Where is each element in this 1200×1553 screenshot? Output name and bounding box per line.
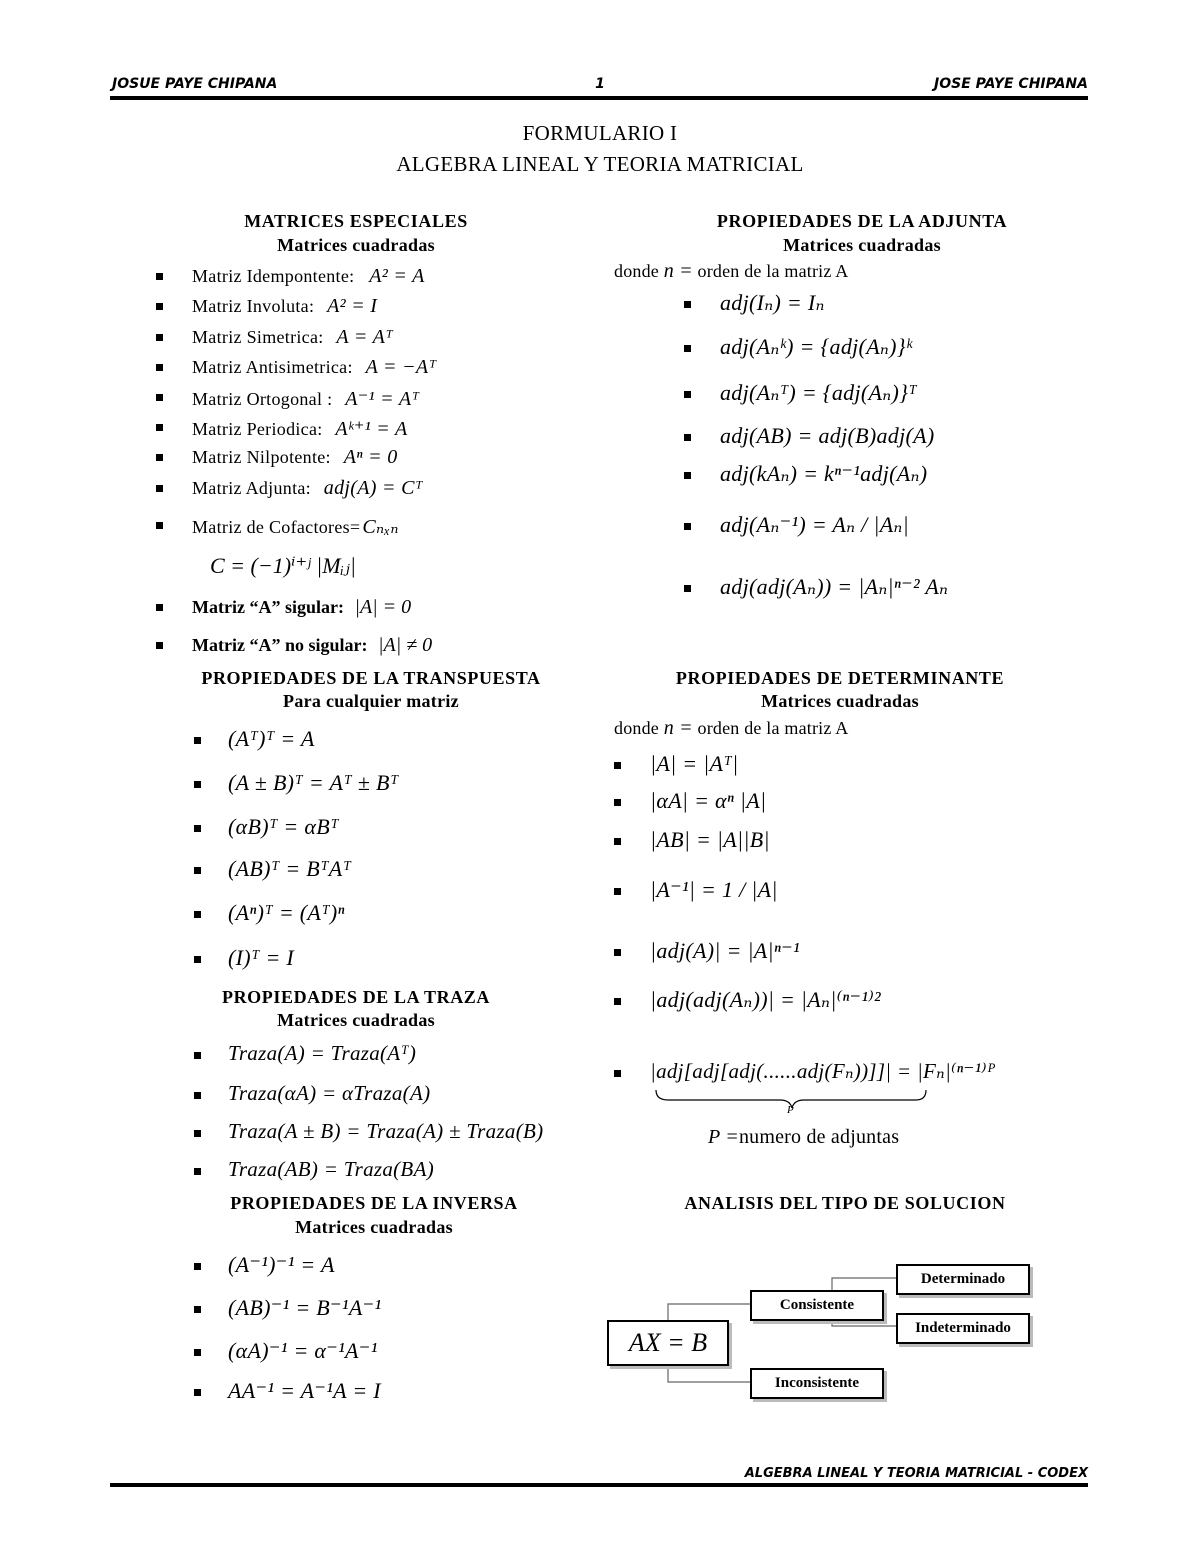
item-formula: Aⁿ = 0 xyxy=(343,446,398,468)
item-formula: A = Aᵀ xyxy=(336,326,394,348)
item-formula: Traza(αA) = αTraza(A) xyxy=(228,1081,431,1105)
section-heading: ANALISIS DEL TIPO DE SOLUCION xyxy=(684,1193,1006,1213)
item-formula: (AB)⁻¹ = B⁻¹A⁻¹ xyxy=(228,1295,382,1320)
item-formula: adj(A) = Cᵀ xyxy=(323,477,423,499)
item-formula: Traza(A) = Traza(Aᵀ) xyxy=(228,1041,417,1065)
item-formula: (αB)ᵀ = αBᵀ xyxy=(228,814,339,839)
item-formula: (αA)⁻¹ = α⁻¹A⁻¹ xyxy=(228,1338,378,1363)
underbrace-label: P xyxy=(787,1104,794,1116)
section-subheading: Para cualquier matriz xyxy=(283,691,459,711)
item-formula: adj(AB) = adj(B)adj(A) xyxy=(720,423,935,448)
item-label: Matriz Adjunta: xyxy=(192,478,311,498)
section-heading: MATRICES ESPECIALES xyxy=(244,211,468,231)
note-formula: n = xyxy=(663,717,693,739)
item-label: Matriz Periodica: xyxy=(192,419,323,439)
item-formula: (AB)ᵀ = BᵀAᵀ xyxy=(228,856,352,881)
item-formula: A² = I xyxy=(327,295,378,317)
item-formula: Aᵏ⁺¹ = A xyxy=(335,418,408,440)
item-label: Matriz Antisimetrica: xyxy=(192,357,353,377)
note-prefix: donde xyxy=(614,718,659,738)
item-formula: A = −Aᵀ xyxy=(365,356,437,378)
singular-formula: |A| = 0 xyxy=(354,596,412,618)
item-formula: adj(Aₙ⁻¹) = Aₙ / |Aₙ| xyxy=(720,512,909,537)
section-heading: PROPIEDADES DE LA TRAZA xyxy=(221,987,490,1007)
section-subheading: Matrices cuadradas xyxy=(761,691,919,711)
item-formula: (Aⁿ)ᵀ = (Aᵀ)ⁿ xyxy=(228,900,345,925)
item-formula: (A ± B)ᵀ = Aᵀ ± Bᵀ xyxy=(228,770,399,795)
nosingular-label: Matriz “A” no sigular: xyxy=(192,635,368,655)
section-subheading: Matrices cuadradas xyxy=(295,1217,453,1237)
page-title: FORMULARIO I xyxy=(522,121,678,145)
page-number: 1 xyxy=(595,76,605,92)
footer-rule xyxy=(110,1483,1088,1487)
consistente-box: Consistente xyxy=(750,1290,884,1321)
system-equation-box: AX = B xyxy=(607,1320,729,1366)
note-formula: n = xyxy=(663,260,693,282)
singular-label: Matriz “A” sigular: xyxy=(192,597,344,617)
item-formula: adj(Aₙᵏ) = {adj(Aₙ)}ᵏ xyxy=(720,334,913,359)
item-formula: (A⁻¹)⁻¹ = A xyxy=(228,1252,335,1277)
determinado-box: Determinado xyxy=(896,1264,1030,1295)
item-label: Matriz Involuta: xyxy=(192,296,315,316)
item-formula: Traza(A ± B) = Traza(A) ± Traza(B) xyxy=(228,1119,544,1143)
item-formula: adj(adj(Aₙ)) = |Aₙ|ⁿ⁻² Aₙ xyxy=(720,574,949,599)
item-formula: (Aᵀ)ᵀ = A xyxy=(228,726,315,751)
item-formula: Cₙₓₙ xyxy=(362,516,399,538)
section-heading: PROPIEDADES DE LA ADJUNTA xyxy=(716,211,1008,231)
section-heading: PROPIEDADES DE DETERMINANTE xyxy=(675,668,1005,688)
item-formula: |adj(adj(Aₙ))| = |Aₙ|⁽ⁿ⁻¹⁾² xyxy=(650,987,881,1012)
page-footer: ALGEBRA LINEAL Y TEORIA MATRICIAL - CODEX xyxy=(744,1466,1088,1481)
item-formula: |adj[adj[adj(......adj(Fₙ))]]| = |Fₙ|⁽ⁿ⁻¹⁾ᴾ xyxy=(650,1059,996,1083)
item-label: Matriz Simetrica: xyxy=(192,327,324,347)
item-label: Matriz de Cofactores= xyxy=(192,517,361,537)
inconsistente-box: Inconsistente xyxy=(750,1368,884,1399)
header-author-left: JOSUE PAYE CHIPANA xyxy=(112,76,278,92)
item-label: Matriz Idempontente: xyxy=(192,266,355,286)
item-formula: |AB| = |A||B| xyxy=(650,827,770,852)
cofactor-formula: C = (−1)ⁱ⁺ʲ |Mᵢⱼ| xyxy=(210,553,356,578)
nosingular-formula: |A| ≠ 0 xyxy=(377,634,433,656)
note-text: orden de la matriz A xyxy=(697,261,849,281)
item-formula: adj(Aₙᵀ) = {adj(Aₙ)}ᵀ xyxy=(720,380,917,405)
note-prefix: donde xyxy=(614,261,659,281)
item-formula: |A⁻¹| = 1 / |A| xyxy=(650,877,778,902)
section-subheading: Matrices cuadradas xyxy=(277,1010,435,1030)
section-heading: PROPIEDADES DE LA INVERSA xyxy=(230,1193,518,1213)
item-formula: (I)ᵀ = I xyxy=(228,945,295,970)
item-label: Matriz Nilpotente: xyxy=(192,447,331,467)
item-formula: A⁻¹ = Aᵀ xyxy=(345,388,420,410)
section-heading: PROPIEDADES DE LA TRANSPUESTA xyxy=(201,668,541,688)
section-subheading: Matrices cuadradas xyxy=(783,235,941,255)
note-text: orden de la matriz A xyxy=(697,718,849,738)
item-formula: Traza(AB) = Traza(BA) xyxy=(228,1157,434,1181)
indeterminado-box: Indeterminado xyxy=(896,1313,1030,1344)
item-formula: |A| = |Aᵀ| xyxy=(650,751,739,776)
item-formula: |adj(A)| = |A|ⁿ⁻¹ xyxy=(650,938,800,963)
section-subheading: Matrices cuadradas xyxy=(277,235,435,255)
p-text: numero de adjuntas xyxy=(738,1126,900,1148)
item-formula: adj(kAₙ) = kⁿ⁻¹adj(Aₙ) xyxy=(720,461,928,486)
item-formula: adj(Iₙ) = Iₙ xyxy=(720,290,825,315)
p-formula: P = xyxy=(708,1126,739,1148)
item-formula: A² = A xyxy=(369,265,425,287)
page-subtitle: ALGEBRA LINEAL Y TEORIA MATRICIAL xyxy=(396,152,804,176)
header-author-right: JOSE PAYE CHIPANA xyxy=(934,76,1088,92)
item-formula: AA⁻¹ = A⁻¹A = I xyxy=(228,1378,381,1403)
item-formula: |αA| = αⁿ |A| xyxy=(650,788,767,813)
item-label: Matriz Ortogonal : xyxy=(192,389,333,409)
